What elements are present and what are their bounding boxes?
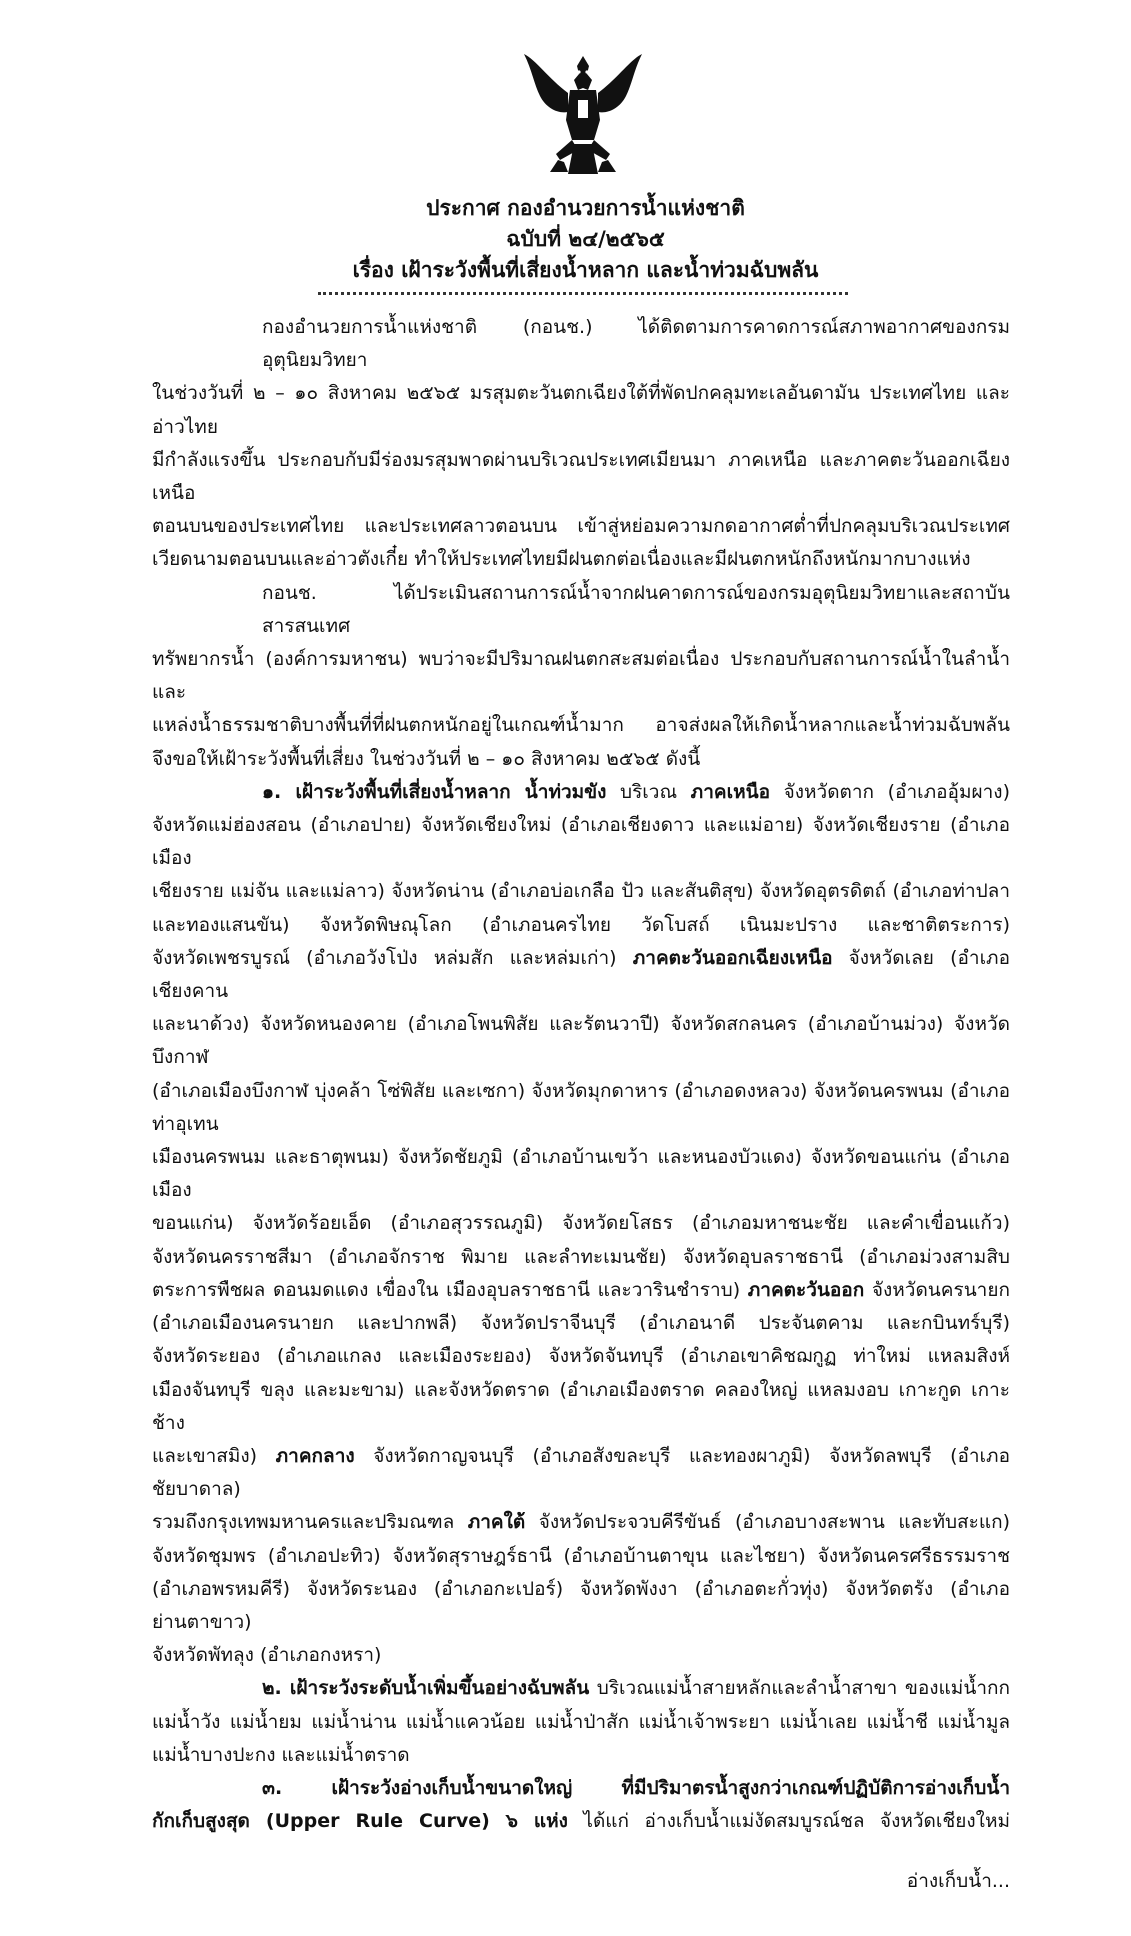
text-line xyxy=(152,444,1010,510)
text-line xyxy=(152,942,1010,1008)
text-segment: จังหวัดประจวบคีรีขันธ์ (อำเภอบางสะพาน และทับสะแก) xyxy=(525,1511,1010,1534)
text-segment: ในช่วงวันที่ ๒ – ๑๐ สิงหาคม ๒๕๖๕ มรสุมตะวันตกเฉียงใต้ที่พัดปกคลุมทะเลอันดามัน ประเทศไทย และอ่าวไทย xyxy=(152,382,1010,438)
text-segment: จังหวัดชุมพร (อำเภอปะทิว) จังหวัดสุราษฎร์ธานี (อำเภอบ้านตาขุน และไชยา) จังหวัดนครศรีธรรมราช xyxy=(152,1544,1010,1567)
bold-text: กักเก็บสูงสุด (Upper Rule Curve) ๖ แห่ง xyxy=(152,1810,568,1833)
text-segment: แม่น้ำบางปะกง และแม่น้ำตราด xyxy=(152,1743,410,1766)
text-line xyxy=(152,1075,1010,1141)
text-line xyxy=(152,577,1010,643)
text-line xyxy=(152,809,1010,875)
text-segment: จังหวัดพัทลุง (อำเภอกงหรา) xyxy=(152,1644,382,1667)
text-segment: มีกำลังแรงขึ้น ประกอบกับมีร่องมรสุมพาดผ่านบริเวณประเทศเมียนมา ภาคเหนือ และภาคตะวันออกเฉียงเหนือ xyxy=(152,448,1010,505)
text-segment: กองอำนวยการน้ำแห่งชาติ (กอนช.) ได้ติดตามการคาดการณ์สภาพอากาศของกรมอุตุนิยมวิทยา xyxy=(262,316,1010,372)
text-line xyxy=(152,643,1010,709)
text-line xyxy=(152,1772,1010,1805)
text-line xyxy=(152,1506,1010,1539)
bold-text: ภาคตะวันออก xyxy=(747,1278,865,1301)
text-segment: (อำเภอเมืองนครนายก และปากพลี) จังหวัดปราจีนบุรี (อำเภอนาดี ประจันตคาม และกบินทร์บุรี) xyxy=(152,1312,1010,1335)
text-segment: และทองแสนขัน) จังหวัดพิษณุโลก (อำเภอนครไทย วัดโบสถ์ เนินมะปราง และชาติตระการ) xyxy=(152,913,1010,936)
text-line xyxy=(152,543,1010,576)
issue-number: ฉบับที่ ๒๔/๒๕๖๕ xyxy=(506,227,665,251)
text-line xyxy=(152,1639,1010,1672)
bold-text: ภาคเหนือ xyxy=(690,780,770,803)
garuda-emblem xyxy=(518,48,648,183)
document-body xyxy=(152,311,1010,1838)
text-segment: จังหวัดนครนายก xyxy=(864,1278,1010,1301)
text-line xyxy=(152,1706,1010,1739)
bold-text: ภาคใต้ xyxy=(467,1511,526,1534)
subject-line: เรื่อง เฝ้าระวังพื้นที่เสี่ยงน้ำหลาก และน้ำท่วมฉับพลัน xyxy=(352,258,819,282)
text-line xyxy=(152,743,1010,776)
bold-text: ภาคกลาง xyxy=(275,1444,355,1467)
continuation-text: อ่างเก็บน้ำ... xyxy=(906,1870,1010,1893)
text-segment: จังหวัดตาก (อำเภออุ้มผาง) xyxy=(770,780,1010,803)
text-segment: ขอนแก่น) จังหวัดร้อยเอ็ด (อำเภอสุวรรณภูมิ) จังหวัดยโสธร (อำเภอมหาชนะชัย และคำเขื่อนแก้ว) xyxy=(152,1212,1010,1235)
text-segment: เชียงราย แม่จัน และแม่ลาว) จังหวัดน่าน (อำเภอบ่อเกลือ ปัว และสันติสุข) จังหวัดอุตรดิตถ์ (อำเภอท่าปลา xyxy=(152,880,1010,903)
text-segment: จังหวัดเลย (อำเภอเชียงคาน xyxy=(152,946,1010,1003)
bold-text: ๒. เฝ้าระวังระดับน้ำเพิ่มขึ้นอย่างฉับพลัน xyxy=(262,1677,590,1700)
text-line xyxy=(152,1141,1010,1207)
text-segment: แหล่งน้ำธรรมชาติบางพื้นที่ที่ฝนตกหนักอยู่ในเกณฑ์น้ำมาก อาจส่งผลให้เกิดน้ำหลากและน้ำท่วมฉับพลัน xyxy=(152,714,1010,737)
text-segment: จังหวัดกาญจนบุรี (อำเภอสังขละบุรี และทองผาภูมิ) จังหวัดลพบุรี (อำเภอชัยบาดาล) xyxy=(152,1444,1010,1501)
text-line xyxy=(152,1440,1010,1506)
bold-text: ภาคตะวันออกเฉียงเหนือ xyxy=(632,946,833,969)
text-segment: ตระการพืชผล ดอนมดแดง เขื่องใน เมืองอุบลราชธานี และวารินชำราบ) xyxy=(152,1278,748,1301)
text-segment: ตอนบนของประเทศไทย และประเทศลาวตอนบน เข้าสู่หย่อมความกดอากาศต่ำที่ปกคลุมบริเวณประเทศ xyxy=(152,515,1010,538)
text-segment: ทรัพยากรน้ำ (องค์การมหาชน) พบว่าจะมีปริมาณฝนตกสะสมต่อเนื่อง ประกอบกับสถานการณ์น้ำในลำน้ำและ xyxy=(152,648,1010,704)
text-line xyxy=(152,709,1010,742)
text-line xyxy=(152,1672,1010,1705)
text-segment: บริเวณแม่น้ำสายหลักและลำน้ำสาขา ของแม่น้ำกก xyxy=(589,1677,1010,1700)
text-segment: จังหวัดเพชรบูรณ์ (อำเภอวังโป่ง หล่มสัก และหล่มเก่า) xyxy=(152,946,633,969)
text-segment: กอนช. ได้ประเมินสถานการณ์น้ำจากฝนคาดการณ์ของกรมอุตุนิยมวิทยาและสถาบันสารสนเทศ xyxy=(262,581,1010,637)
dotted-divider xyxy=(318,292,848,295)
text-line xyxy=(152,1340,1010,1373)
text-segment: จังหวัดระยอง (อำเภอแกลง และเมืองระยอง) จังหวัดจันทบุรี (อำเภอเขาคิชฌกูฏ ท่าใหม่ แหลมสิงห์ xyxy=(152,1345,1010,1368)
text-line xyxy=(152,1241,1010,1274)
text-line xyxy=(152,1805,1010,1838)
bold-text: ๑. เฝ้าระวังพื้นที่เสี่ยงน้ำหลาก น้ำท่วมขัง xyxy=(262,780,607,803)
text-line xyxy=(152,909,1010,942)
text-line xyxy=(152,311,1010,377)
text-line xyxy=(152,1374,1010,1440)
text-line xyxy=(152,1573,1010,1639)
text-line xyxy=(152,1307,1010,1340)
text-segment: บริเวณ xyxy=(606,780,691,803)
text-segment: (อำเภอเมืองบึงกาฬ บุ่งคล้า โซ่พิสัย และเซกา) จังหวัดมุกดาหาร (อำเภอดงหลวง) จังหวัดนครพนม (อำเภอท่าอุเทน xyxy=(152,1079,1010,1135)
announcement-title: ประกาศ กองอำนวยการน้ำแห่งชาติ xyxy=(426,196,745,220)
text-segment: และเขาสมิง) xyxy=(152,1444,276,1467)
text-segment: เมืองจันทบุรี ขลุง และมะขาม) และจังหวัดตราด (อำเภอเมืองตราด คลองใหญ่ แหลมงอบ เกาะกูด เกาะช้าง xyxy=(152,1378,1010,1434)
text-line xyxy=(152,1274,1010,1307)
text-line xyxy=(152,1739,1010,1772)
text-segment: เวียดนามตอนบนและอ่าวตังเกี๋ย ทำให้ประเทศไทยมีฝนตกต่อเนื่องและมีฝนตกหนักถึงหนักมากบางแห่ง xyxy=(152,548,971,571)
text-line xyxy=(152,875,1010,908)
text-line xyxy=(152,377,1010,443)
text-line xyxy=(152,1540,1010,1573)
text-segment: จังหวัดนครราชสีมา (อำเภอจักราช พิมาย และลำทะเมนชัย) จังหวัดอุบลราชธานี (อำเภอม่วงสามสิบ xyxy=(152,1245,1010,1268)
text-segment: รวมถึงกรุงเทพมหานครและปริมณฑล xyxy=(152,1511,468,1534)
text-line xyxy=(152,1207,1010,1240)
text-line xyxy=(152,510,1010,543)
bold-text: ๓. เฝ้าระวังอ่างเก็บน้ำขนาดใหญ่ ที่มีปริมาตรน้ำสูงกว่าเกณฑ์ปฏิบัติการอ่างเก็บน้ำ xyxy=(262,1776,1010,1799)
text-segment: (อำเภอพรหมคีรี) จังหวัดระนอง (อำเภอกะเปอร์) จังหวัดพังงา (อำเภอตะกั่วทุ่ง) จังหวัดตรัง (อำเภอย่านตาขาว) xyxy=(152,1577,1010,1633)
text-line xyxy=(152,1008,1010,1074)
text-segment: เมืองนครพนม และธาตุพนม) จังหวัดชัยภูมิ (อำเภอบ้านเขว้า และหนองบัวแดง) จังหวัดขอนแก่น (อำเภอเมือง xyxy=(152,1146,1010,1202)
text-segment: จังหวัดแม่ฮ่องสอน (อำเภอปาย) จังหวัดเชียงใหม่ (อำเภอเชียงดาว และแม่อาย) จังหวัดเชียงราย (อำเภอเมือง xyxy=(152,814,1010,870)
text-line xyxy=(152,776,1010,809)
text-segment: จึงขอให้เฝ้าระวังพื้นที่เสี่ยง ในช่วงวันที่ ๒ – ๑๐ สิงหาคม ๒๕๖๕ ดังนี้ xyxy=(152,747,701,770)
text-segment: และนาด้วง) จังหวัดหนองคาย (อำเภอโพนพิสัย และรัตนวาปี) จังหวัดสกลนคร (อำเภอบ้านม่วง) จังหวัดบึงกาฬ xyxy=(152,1013,1010,1069)
text-segment: แม่น้ำวัง แม่น้ำยม แม่น้ำน่าน แม่น้ำแควน้อย แม่น้ำป่าสัก แม่น้ำเจ้าพระยา แม่น้ำเลย แม่น้ำชี แม่น้ำมูล xyxy=(152,1710,1010,1733)
text-segment: ได้แก่ อ่างเก็บน้ำแม่งัดสมบูรณ์ชล จังหวัดเชียงใหม่ xyxy=(567,1810,1011,1833)
